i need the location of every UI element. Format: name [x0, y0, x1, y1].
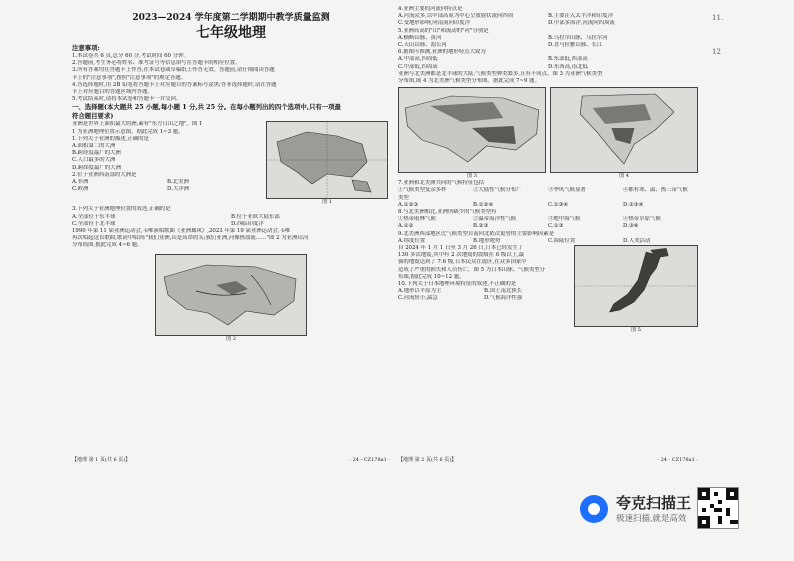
option: A.非洲 [72, 179, 89, 186]
question-stem: 5.亚洲高高的"山"和流动的"河"分别是 [398, 27, 489, 34]
option: B.地形地势 [473, 237, 501, 244]
passage-line: 1990 年第 11 届亚洲运动会,韦唯演唱歌曲《亚洲雄风》,2023 年第 19 届亚洲运动会,韦唯 [72, 228, 291, 235]
passage-line: 自 2024 年 1 月 1 日至 3 月 26 日,日本已经发生了 [398, 245, 524, 252]
option: ④热带草原气候 [623, 216, 661, 223]
option: A.纬度位置 [398, 237, 426, 244]
note-line: 4.答选择题时,用 2B 铅笔将答题卡上对应题目的答案标号涂黑;答非选择题时,请在答题 [72, 81, 277, 88]
choice-row [398, 223, 698, 230]
margin-number: 12 [712, 48, 721, 56]
page-number: 【地理 第 2 页(共 6 页)】 [398, 456, 457, 463]
question-stem: 10.下列关于日本地理环境特征的叙述,不正确的是 [398, 281, 517, 288]
figure-2-map [155, 254, 307, 336]
note-line: 卡上的"注意事项",按照"注意事项"的规定答题。 [72, 74, 187, 81]
option: D.喜马拉雅山脉、长江 [548, 42, 603, 49]
choice: D.③④ [623, 223, 639, 230]
figure-4-map [550, 87, 698, 173]
option: A.面积第二的大洲 [72, 143, 116, 150]
figure-1-caption: 图 1 [322, 199, 332, 206]
question-stem: 7.亚洲和北美洲共同的气候特征包括 [398, 180, 485, 187]
option: ①热带雨林气候 [398, 216, 436, 223]
choice: C.①③④ [548, 201, 569, 208]
option: B.国土南北狭长 [484, 288, 523, 295]
choice: D.②③④ [623, 201, 644, 208]
option: ①气候类型复杂多样 [398, 187, 447, 194]
q10-block [398, 245, 698, 334]
choice: C.①③ [548, 223, 564, 230]
note-line: 3.所有答案均在答题卡上作答,在本试卷或草稿纸上作答无效。答题前,请仔细阅读答题 [72, 67, 275, 74]
option: A.河流众多,以中部高原为中心呈放射状流向四周 [398, 13, 514, 20]
option: C.中部低,四周高 [398, 63, 438, 70]
option-row [398, 64, 698, 71]
option: C.全部位于北半球 [72, 220, 116, 227]
quark-logo-icon [580, 495, 608, 523]
choice: A.①② [398, 223, 414, 230]
figure-5-map [574, 245, 698, 327]
option: B.位于亚欧大陆东部 [231, 213, 280, 220]
note-line: 卡上对应题目的答题区域内答题。 [72, 89, 153, 96]
option-row [398, 295, 570, 302]
question-stem: 4.亚洲主要的河流向特点是 [398, 6, 463, 12]
option-row [398, 35, 698, 42]
question-stem: 1.下列关于亚洲的描述,正确的是 [72, 135, 149, 142]
brand-name: 夸克扫描王 [616, 494, 692, 512]
figure-5-caption: 图 5 [631, 327, 641, 334]
option-row [398, 20, 698, 27]
qr-code-icon [697, 487, 739, 529]
option-row [72, 221, 390, 228]
brand-slogan: 极速扫描,就是高效 [616, 512, 687, 523]
option: C.海陆位置 [548, 237, 576, 244]
option: A.中部高,四周低 [398, 56, 438, 63]
option: C.人口最多的大洲 [72, 157, 116, 164]
option: ③季风气候显著 [548, 187, 586, 194]
figure-1-map [266, 121, 388, 199]
option-cont: 类型 [398, 194, 409, 201]
notes-heading: 注意事项: [72, 44, 100, 52]
choice: B.①②④ [473, 201, 494, 208]
option: ②大陆性气候分布广 [473, 187, 522, 194]
question-stem: 2.位于亚洲西南部的大洲是 [72, 171, 137, 178]
passage-line: 造成了严重的损失和人员伤亡。图 5 为日本山脉、气候类型分 [398, 266, 546, 273]
option: A.横断山脉、黄河 [398, 34, 442, 41]
option: D.西临印度洋 [231, 220, 264, 227]
question-stem: 8.与北美洲相比,亚洲所缺少的气候类型有 [398, 209, 497, 216]
option: C.欧洲 [72, 186, 89, 193]
passage-line: 分布图,图 4 为北美洲气候类型分布图。据此完成 7~9 题。 [398, 78, 540, 85]
option: ②温带海洋性气候 [473, 216, 517, 223]
option: D.中部多海洋,河流向四周流 [548, 20, 615, 27]
option: D.人类活动 [623, 237, 651, 244]
option: ④都有寒、温、热三带气候 [623, 187, 688, 194]
passage-line: 分布简图,据此完成 4~6 题。 [72, 242, 143, 249]
passage-line: 130 多次地震,其中有 2 次地震的震级在 6 级以上,最 [398, 252, 525, 259]
passage-line: 强的地震达到了 7.6 级,日本民众在震区,在众多国家中 [398, 259, 527, 266]
option-row [398, 288, 570, 295]
passage-line: 亚洲是世界上面积最大的洲,素有"东方日出之地"。图 1 [72, 121, 203, 128]
choice: A.①②③ [398, 201, 419, 208]
figure-3-map [398, 87, 546, 173]
option: C.河流短小,湍急 [398, 295, 438, 302]
option-row [398, 42, 698, 49]
left-page [72, 6, 390, 466]
option: D.气候海洋性强 [484, 295, 523, 302]
option: D.大洋洲 [167, 186, 190, 193]
margin-numbers [712, 12, 723, 58]
option-row [72, 186, 262, 193]
figure-2-caption: 图 2 [226, 335, 236, 342]
paper-code: · 24 - CZ178a1 · [657, 456, 698, 463]
figure-3-caption: 图 3 [467, 173, 477, 180]
margin-number: 11. [712, 14, 724, 22]
option: B.跨经度最广的大洲 [72, 150, 121, 157]
option-row [398, 13, 698, 20]
option: B.北美洲 [167, 179, 189, 186]
figure-4-caption: 图 4 [619, 173, 629, 180]
option-row [398, 238, 698, 245]
passage-line: 亚洲与北美洲都是北半球的大陆,气候类型种类繁多,且有不同点。图 3 为亚洲气候类型 [398, 70, 603, 77]
choice-row [398, 202, 698, 209]
q1-3-block [72, 121, 390, 206]
option-row [398, 187, 698, 194]
figures-3-4 [398, 87, 698, 180]
paper-code: · 24 - CZ178a1 · [349, 456, 390, 463]
choice: B.②③ [473, 223, 489, 230]
passage-line: 再次唱起这首歌曲,歌词中唱到:"我们亚洲,山是高昂的头;我们亚洲,河像热血流……"图 2 为亚洲山河 [72, 235, 309, 242]
option: B.主要注入太平洋和印度洋 [548, 13, 613, 20]
option: C.受地形影响,向南流向印度洋 [398, 20, 471, 27]
right-page [398, 6, 698, 466]
option-row [72, 214, 390, 221]
passage-line: 布图,据此完成 10~12 题。 [398, 273, 465, 280]
passage-line: 1 为亚洲地理位置示意图。据此完成 1~3 题。 [72, 128, 184, 135]
option: C.天山山脉、湄公河 [398, 42, 447, 49]
left-footer [72, 457, 390, 464]
question-stem: 3.下列关于亚洲地理位置的叙述,正确的是 [72, 206, 171, 213]
option: B.东部低,西部高 [548, 56, 588, 63]
section-heading: 一、选择题(本大题共 25 小题,每小题 1 分,共 25 分。在每小题列出的四个选项中,只有一项最 [72, 103, 341, 112]
question-stem: 9.北美洲西部地区比气候类型自南向北依次更替的主要影响因素是 [398, 230, 555, 237]
option-row [72, 179, 262, 186]
option: ③地中海气候 [548, 216, 581, 223]
option-row [398, 56, 698, 63]
right-footer [398, 457, 698, 464]
option: D.东西高,南北低 [548, 63, 588, 70]
subject-title: 七年级地理 [196, 25, 266, 41]
note-line: 2.答题前,考生务必将姓名、准考证号等信息填写在答题卡的相应位置。 [72, 60, 241, 67]
option: A.全部位于东半球 [72, 213, 116, 220]
option: A.地形以平原为主 [398, 288, 442, 295]
note-line: 5.考试结束时,请将本试卷和答题卡一并交回。 [72, 96, 182, 103]
section-heading-cont: 符合题目要求) [72, 112, 114, 121]
question-stem: 6.据图可推测,亚洲的地形特点大致为 [398, 49, 486, 56]
exam-title: 2023—2024 学年度第二学期期中教学质量监测 [132, 13, 330, 23]
option-row [398, 216, 698, 223]
option: B.乌拉尔山脉、乌拉尔河 [548, 34, 608, 41]
page-number: 【地理 第 1 页(共 6 页)】 [72, 456, 131, 463]
option: D.跨纬度最广的大洲 [72, 164, 121, 171]
note-line: 1.本试卷共 6 页,总分 60 分,考试时间 60 分钟。 [72, 53, 189, 59]
